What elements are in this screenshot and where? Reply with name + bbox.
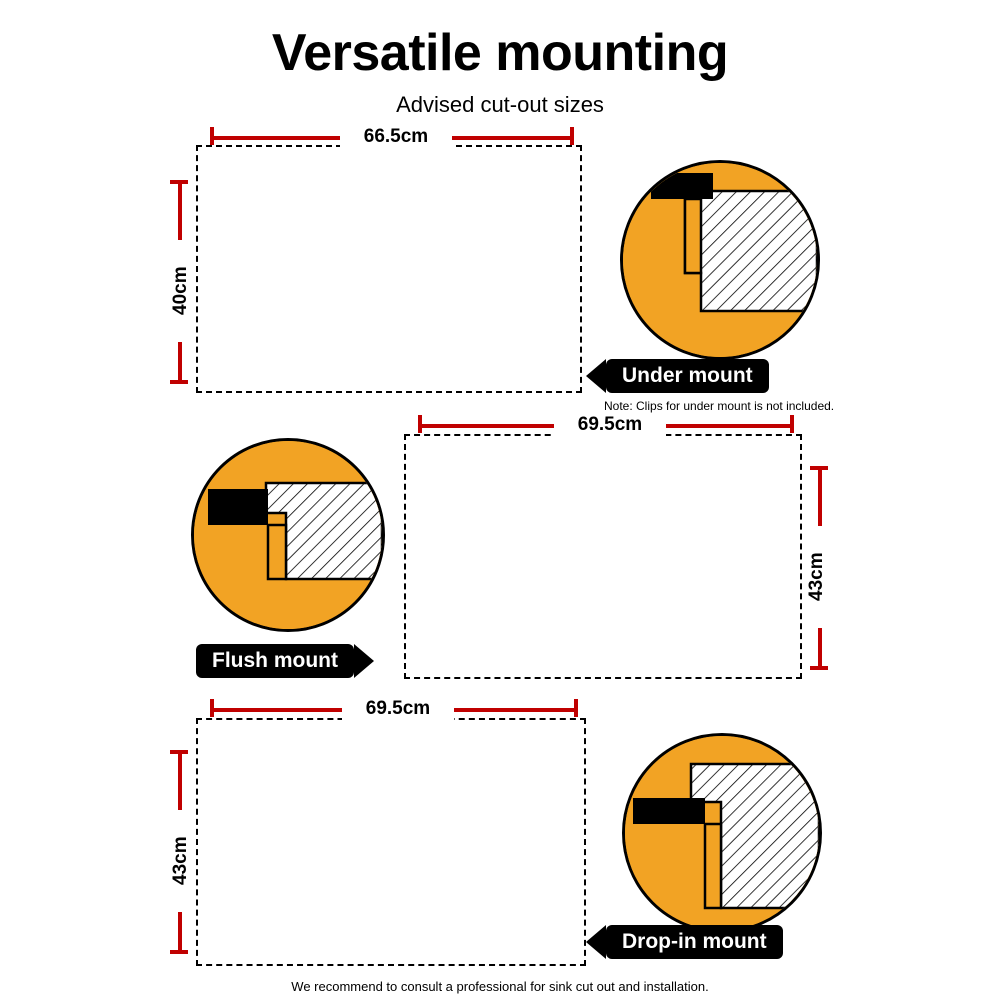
tag-label-under-mount: Under mount (606, 359, 769, 393)
cutout-rect-drop-in-mount (196, 718, 586, 966)
dimension-cap-right-under-mount (570, 127, 574, 145)
dimension-label-width-flush-mount: 69.5cm (554, 414, 666, 436)
note-under-mount: Note: Clips for under mount is not included. (604, 399, 835, 413)
dimension-cap-right-flush-mount (790, 415, 794, 433)
dimension-label-width-drop-in-mount: 69.5cm (342, 698, 454, 720)
dimension-cap-left-flush-mount (418, 415, 422, 433)
dimension-cap-bottom-under-mount (170, 380, 188, 384)
detail-circle-under-mount (620, 160, 820, 360)
under-mount-cross-section (623, 163, 817, 357)
dimension-label-height-drop-in-mount: 43cm (170, 810, 192, 912)
dimension-cap-left-under-mount (210, 127, 214, 145)
dimension-label-width-under-mount: 66.5cm (340, 126, 452, 148)
flush-mount-cross-section (194, 441, 382, 629)
detail-circle-flush-mount (191, 438, 385, 632)
dimension-cap-top-flush-mount (810, 466, 828, 470)
dimension-label-height-flush-mount: 43cm (806, 526, 828, 628)
tag-drop-in-mount (586, 925, 783, 959)
dimension-cap-top-drop-in-mount (170, 750, 188, 754)
tag-flush-mount (196, 644, 374, 678)
tag-label-flush-mount: Flush mount (196, 644, 354, 678)
tag-label-drop-in-mount: Drop-in mount (606, 925, 783, 959)
detail-circle-drop-in-mount (622, 733, 822, 933)
drop-in-mount-cross-section (625, 736, 819, 930)
arrow-right-icon (354, 644, 374, 678)
cutout-rect-flush-mount (404, 434, 802, 679)
cutout-rect-under-mount (196, 145, 582, 393)
arrow-left-icon (586, 359, 606, 393)
page-subtitle: Advised cut-out sizes (396, 92, 604, 117)
dimension-cap-right-drop-in-mount (574, 699, 578, 717)
dimension-cap-left-drop-in-mount (210, 699, 214, 717)
dimension-cap-top-under-mount (170, 180, 188, 184)
footer-disclaimer: We recommend to consult a professional for sink cut out and installation. (291, 979, 709, 994)
dimension-cap-bottom-flush-mount (810, 666, 828, 670)
tag-under-mount (586, 359, 769, 393)
page-title: Versatile mounting (271, 24, 729, 82)
dimension-cap-bottom-drop-in-mount (170, 950, 188, 954)
dimension-label-height-under-mount: 40cm (170, 240, 192, 342)
arrow-left-icon (586, 925, 606, 959)
